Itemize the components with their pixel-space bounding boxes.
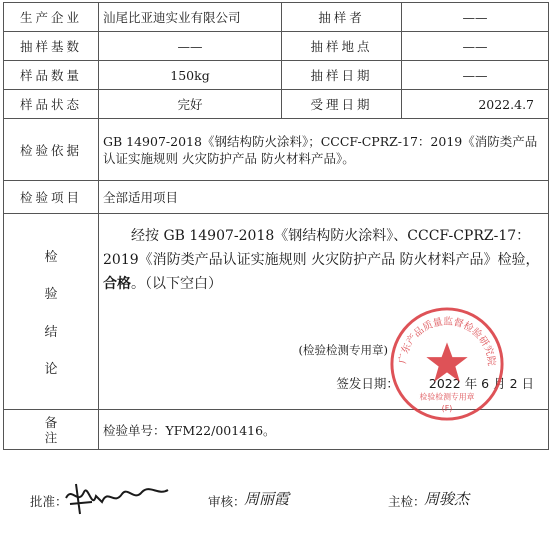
table-row [4, 3, 549, 32]
remark-value: 检验单号：YFM22/001416。 [99, 410, 549, 450]
sampling-date-value: —— [402, 61, 549, 90]
accept-date-value: 2022.4.7 [402, 90, 549, 119]
sample-state-label: 样品状态 [4, 90, 99, 119]
conclusion-text: 经按 GB 14907-2018《钢结构防火涂料》、CCCF-CPRZ-17：2019《消防类产品认证实施规则 火灾防护产品 防火材料产品》检验，合格。（以下空白） [103, 228, 540, 292]
conclusion-label-char: 检 [44, 249, 58, 265]
reviewer-signature: 周丽霞 [244, 490, 290, 508]
sample-state-value: 完好 [99, 90, 282, 119]
table-row [4, 90, 549, 119]
sample-quantity-label: 样品数量 [4, 61, 99, 90]
basis-value: GB 14907-2018《钢结构防火涂料》；CCCF-CPRZ-17：2019《消防类产品认证实施规则 火灾防护产品 防火材料产品》。 [99, 119, 549, 181]
sign-date-label: 签发日期： [336, 376, 399, 391]
conclusion-label-char: 验 [44, 287, 58, 303]
sampling-date-label: 抽样日期 [282, 61, 402, 90]
table-row [4, 181, 549, 214]
manufacturer-label: 生产企业 [4, 3, 99, 32]
table-row [4, 119, 549, 181]
seal-bottom-text: 检验检测专用章 [419, 392, 475, 402]
sign-date-value: 2022 年 6 月 2 日 [428, 376, 534, 391]
approve-label: 批准： [30, 494, 68, 509]
items-value: 全部适用项目 [99, 181, 549, 214]
sample-quantity-value: 150kg [99, 61, 282, 90]
review-label: 审核： [208, 494, 246, 509]
seal-star-icon [426, 342, 467, 381]
conclusion-label-char: 论 [44, 362, 58, 378]
official-seal [388, 305, 506, 423]
stamp-note: (检验检测专用章) [298, 343, 388, 357]
seal-sub-text: (F) [441, 404, 453, 414]
sampling-place-value: —— [402, 32, 549, 61]
table-row [4, 32, 549, 61]
remark-label-char: 注 [44, 429, 58, 445]
conclusion-label-char: 结 [44, 324, 58, 340]
table-row [4, 61, 549, 90]
sampler-value: —— [402, 3, 549, 32]
accept-date-label: 受理日期 [282, 90, 402, 119]
manufacturer-value: 汕尾比亚迪实业有限公司 [99, 3, 282, 32]
sampling-base-label: 抽样基数 [4, 32, 99, 61]
sampling-place-label: 抽样地点 [282, 32, 402, 61]
items-label: 检验项目 [4, 181, 99, 214]
lead-label: 主检： [388, 494, 426, 509]
basis-label: 检验依据 [4, 119, 99, 181]
sampler-label: 抽样者 [282, 3, 402, 32]
result-pass: 合格 [103, 276, 131, 292]
signature-row [0, 482, 553, 522]
lead-signature: 周骏杰 [424, 490, 470, 508]
remark-label-char: 备 [44, 414, 58, 430]
remark-label [4, 410, 99, 450]
sampling-base-value: —— [99, 32, 282, 61]
conclusion-label [4, 214, 99, 410]
approver-signature [62, 476, 172, 518]
seal-ring-text: 广东产品质量监督检验研究院 [397, 316, 497, 367]
